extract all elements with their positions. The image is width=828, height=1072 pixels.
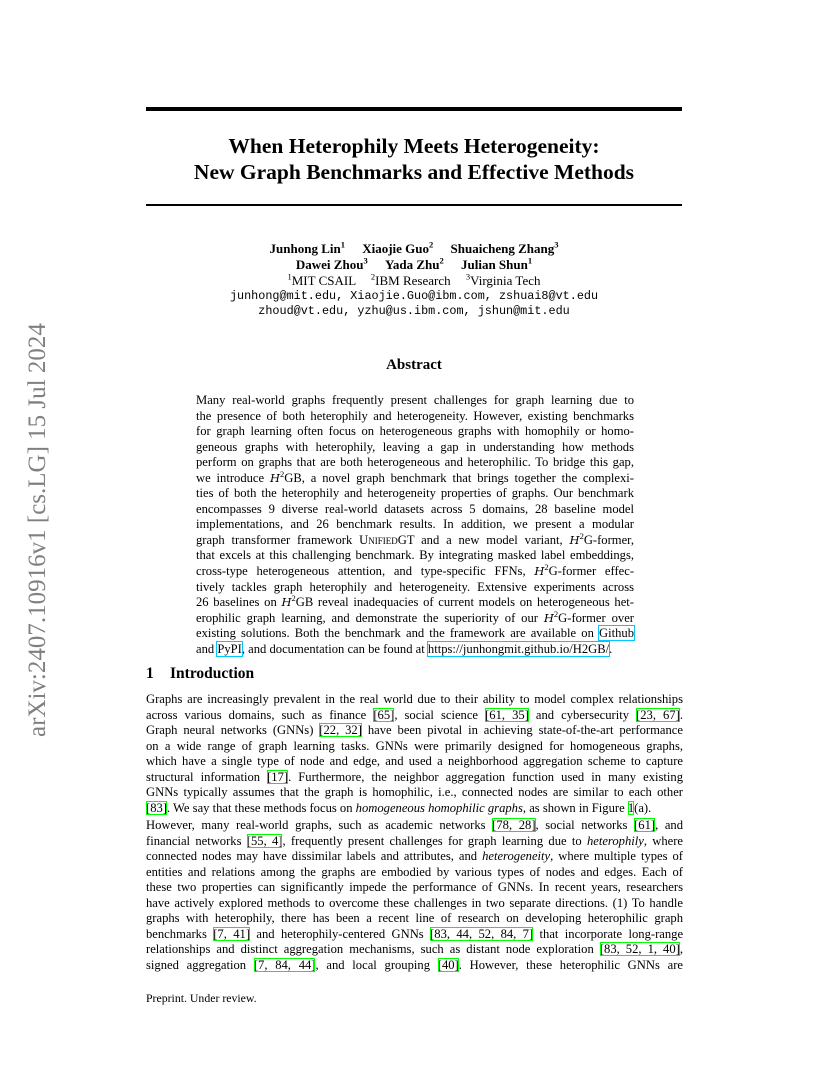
abstract-line: 26 baselines on $H^2GB$ reveal inadequacies of current models on heterogeneous het- <box>196 592 634 610</box>
emails-line-2: zhoud@vt.edu, yzhu@us.ibm.com, jshun@mit.edu <box>258 304 570 318</box>
intro-paragraph-2 <box>146 818 683 973</box>
abstract-line: perform on graphs that are both heterogeneous and heterophilic. To bridge this gap, <box>196 455 634 470</box>
pypi-link[interactable]: PyPI <box>217 641 242 656</box>
paragraph-line: these two properties can significantly impede the performance of GNNs. In recent years, researchers <box>146 880 683 895</box>
citation-link[interactable]: [7, 84, 44] <box>253 957 316 972</box>
paragraph-line: financial networks [55, 4], frequently present challenges for graph learning due to heterophily, where <box>146 833 684 848</box>
abstract-line: cross-type heterogeneous attention, and type-specific FFNs, $H^2G$-former effec- <box>196 561 635 579</box>
abstract-line: the presence of both heterophily and heterogeneity. However, existing benchmarks <box>196 408 634 423</box>
author-block <box>146 241 682 319</box>
citation-link[interactable]: [22, 32] <box>319 723 362 738</box>
citation-link[interactable]: [78, 28] <box>492 818 536 832</box>
paragraph-line: have actively explored methods to overcome these challenges in two separate directions. (1) To handle <box>146 895 683 910</box>
paragraph-line: on a wide range of graph learning tasks. GNNs were primarily designed for homogeneous graphs, <box>146 738 683 753</box>
abstract-line: tively tackles graph heterophily and heterogeneity. Extensive experiments across <box>196 579 634 594</box>
citation-link[interactable]: [23, 67] <box>636 707 680 722</box>
paragraph-line: signed aggregation [7, 84, 44], and local grouping [40]. However, these heterophilic GNNs are <box>146 957 683 972</box>
citation-link[interactable]: [61, 35] <box>485 707 529 722</box>
unified-name: Unified <box>359 532 398 547</box>
paragraph-line: Graph neural networks (GNNs) [22, 32] have been pivotal in achieving state-of-the-art performance <box>146 723 683 738</box>
section-number: 1 <box>146 665 154 682</box>
paragraph-line: entities and relations among the graphs are embodied by various types of nodes and edges. Each of <box>146 864 683 879</box>
emails-line-1: junhong@mit.edu, Xiaojie.Guo@ibm.com, zshuai8@vt.edu <box>229 289 599 303</box>
author-row-1 <box>146 241 682 257</box>
abstract-line: geneous graphs with heterophily, leaving a gap in understanding how methods <box>196 439 634 454</box>
paragraph-line: Graphs are increasingly prevalent in the real world due to their ability to model complex relationships <box>146 692 683 706</box>
abstract-line: implementations, and 26 benchmark results. In addition, we present a modular <box>196 517 634 532</box>
intro-paragraph-1 <box>146 692 683 816</box>
title-line-1: When Heterophily Meets Heterogeneity: <box>228 134 600 158</box>
section-heading-introduction <box>146 665 254 683</box>
abstract-line: and PyPI, and documentation can be found at https://junhongmit.github.io/H2GB/. <box>196 641 613 656</box>
section-title: Introduction <box>170 665 255 682</box>
paragraph-line: GNNs typically assumes that the graph is homophilic, i.e., connected nodes are similar to each other <box>146 785 683 800</box>
citation-link[interactable]: [17] <box>267 769 289 784</box>
abstract-heading: Abstract <box>386 357 442 373</box>
citation-link[interactable]: [40] <box>437 957 459 972</box>
paragraph-line: relationships and distinct aggregation mechanisms, such as distant node exploration [83, 52, 1, 40], <box>146 942 683 957</box>
paragraph-line: connected nodes may have dissimilar labels and attributes, and heterogeneity, where multiple types of <box>146 849 684 864</box>
citation-link[interactable]: [55, 4] <box>246 833 283 848</box>
paragraph-line: benchmarks [7, 41] and heterophily-centered GNNs [83, 44, 52, 84, 7] that incorporate long-range <box>146 926 684 941</box>
abstract-line: graph transformer framework UnifiedGT and a new model variant, $H^2G$-former, <box>196 530 635 547</box>
citation-link[interactable]: [7, 41] <box>213 926 251 941</box>
author: Junhong Lin$^1$ <box>269 239 345 256</box>
author-row-2 <box>146 257 682 273</box>
affiliation: $^3$Virginia Tech <box>465 271 541 288</box>
citation-link[interactable]: [83, 44, 52, 84, 7] <box>430 926 534 941</box>
affiliation: $^1$MIT CSAIL <box>287 271 356 288</box>
title-top-rule <box>146 107 682 111</box>
page-footer: Preprint. Under review. <box>146 991 257 1005</box>
author: Yada Zhu$^2$ <box>384 255 444 272</box>
citation-link[interactable]: [65] <box>373 707 395 722</box>
paragraph-line: which have a single type of node and edge, and used a neighborhood aggregation scheme to capture <box>146 754 683 769</box>
author: Julian Shun$^1$ <box>461 255 533 272</box>
abstract-line: that excels at this challenging benchmark. By integrating masked label embeddings, <box>196 548 634 563</box>
paragraph-line: across various domains, such as finance [65], social science [61, 35] and cybersecurity [23, 67]. <box>146 707 683 722</box>
paragraph-line: graphs with heterophily, there has been a recent line of research on developing heterophilic graph <box>146 911 683 926</box>
author: Dawei Zhou$^3$ <box>295 255 368 272</box>
citation-link[interactable]: [83] <box>146 800 167 815</box>
author: Xiaojie Guo$^2$ <box>362 239 434 256</box>
paragraph-line: structural information [17]. Furthermore, the neighbor aggregation function used in many existing <box>146 769 683 784</box>
title-bottom-rule <box>146 204 682 206</box>
abstract-body <box>196 393 634 657</box>
affiliation: $^2$IBM Research <box>370 271 451 288</box>
affiliations <box>146 273 682 289</box>
abstract-line: we introduce $H^2GB$, a novel graph benchmark that brings together the complexi- <box>196 468 634 485</box>
paragraph-line: [83]. We say that these methods focus on homogeneous homophilic graphs, as shown in Figure 1(a). <box>146 800 652 815</box>
abstract-line: ties of both the heterophily and heterogeneity properties of graphs. Our benchmark <box>196 486 634 501</box>
author: Shuaicheng Zhang$^3$ <box>450 239 559 256</box>
github-link[interactable]: Github <box>599 626 634 641</box>
abstract-line: erophilic graph learning, and demonstrate the superiority of our $H^2G$-former over <box>196 608 634 625</box>
citation-link[interactable]: [83, 52, 1, 40] <box>599 942 680 957</box>
abstract-line: for graph learning often focus on heterogeneous graphs with homophily or homo- <box>196 424 634 439</box>
paragraph-line: However, many real-world graphs, such as academic networks [78, 28], social networks [61], and <box>146 818 684 832</box>
abstract-line: Many real-world graphs frequently present challenges for graph learning due to <box>196 393 634 407</box>
paper-title <box>146 133 682 185</box>
arxiv-stamp: arXiv:2407.10916v1 [cs.LG] 15 Jul 2024 <box>24 323 51 737</box>
abstract-line: encompasses 9 diverse real-world datasets across 5 domains, 28 baseline model <box>196 501 634 516</box>
title-line-2: New Graph Benchmarks and Effective Methods <box>193 160 635 184</box>
figure-link[interactable]: 1 <box>627 800 635 815</box>
project-url-link[interactable]: https://junhongmit.github.io/H2GB/ <box>427 641 610 656</box>
citation-link[interactable]: [61] <box>634 818 656 832</box>
abstract-line: existing solutions. Both the benchmark and the framework are available on Github <box>196 626 634 641</box>
